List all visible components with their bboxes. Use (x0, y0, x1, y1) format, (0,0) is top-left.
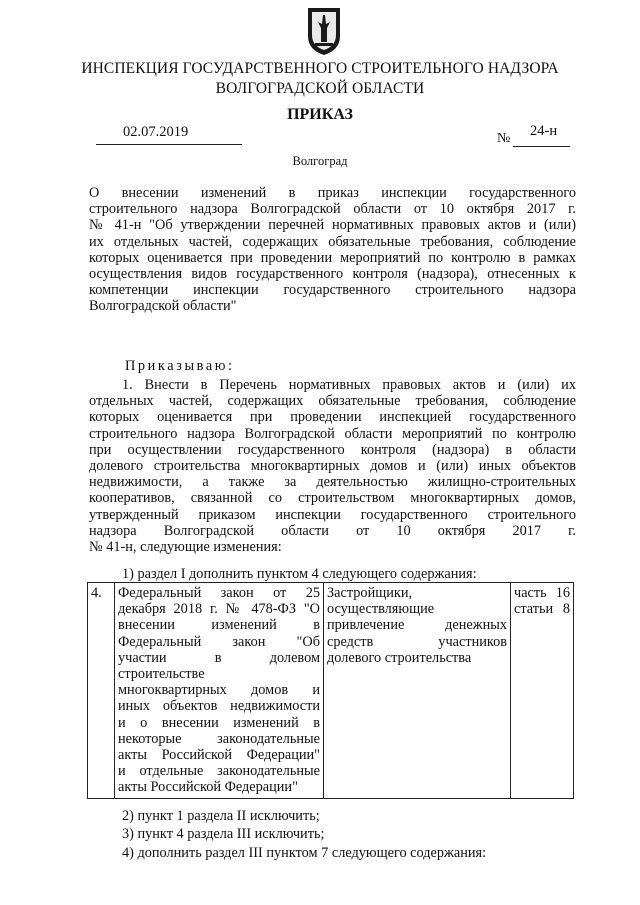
intro-line: № 41-н "Об утверждении перечней нормативных правовых актов и (или) (89, 217, 576, 234)
item1-line: строительного надзора Волгоградской области мероприятий по контролю (89, 425, 576, 442)
act-line: акты Российской Федерации" (118, 747, 320, 764)
item1-line: недвижимости, а также за деятельностью жилищно-строительных (89, 474, 576, 491)
item1-line: при осуществлении государственного контроля (надзора) в области (89, 441, 576, 458)
act-line: декабря 2018 г. № 478-ФЗ "О (118, 601, 320, 618)
act-line: внесении изменений в (118, 617, 320, 634)
reference-cell (511, 583, 574, 799)
date-underline (96, 144, 242, 145)
intro-heading (89, 185, 576, 315)
intro-line: которых оценивается при проведении мероприятий по контролю в рамках (89, 249, 576, 266)
intro-line: компетенции инспекции государственного строительного надзора (89, 282, 576, 299)
item1-line: № 41-н, следующие изменения: (89, 539, 282, 556)
number-underline (513, 146, 570, 147)
order-word: Приказываю: (125, 358, 235, 374)
act-line: строительстве (118, 666, 205, 683)
item1-line: долевого строительства многоквартирных домов и (или) иных объектов (89, 458, 576, 475)
subjects-line: средств участников (327, 633, 507, 650)
act-line: Федеральный закон "Об (118, 633, 320, 650)
organization-name-line1: ИНСПЕКЦИЯ ГОСУДАРСТВЕННОГО СТРОИТЕЛЬНОГО НАДЗОРА (81, 60, 559, 77)
subjects-line: привлечение денежных (327, 617, 507, 634)
act-line: некоторые законодательные (118, 730, 320, 747)
subjects-line: Застройщики, (327, 585, 413, 601)
subjects-cell (324, 583, 511, 799)
amendment-table (87, 582, 574, 799)
item1-line: утвержденный приказом инспекции государственного строительного (89, 506, 576, 523)
act-line: и о внесении изменений в (118, 714, 320, 731)
number-sign: № (497, 131, 511, 146)
intro-line: О внесении изменений в приказ инспекции государственного (89, 185, 576, 201)
reference-line: часть 16 (514, 585, 570, 601)
act-line: многоквартирных домов и (118, 682, 320, 699)
act-line: Федеральный закон от 25 (118, 585, 320, 601)
document-number: 24-н (530, 123, 558, 139)
row-number-cell: 4. (88, 583, 115, 799)
intro-line: строительного надзора Волгоградской области от 10 октября 2017 г. (89, 201, 576, 218)
table-row (88, 583, 574, 799)
item1-line: отдельных частей, содержащих обязательные требования, соблюдение (89, 393, 576, 410)
document-type-title: ПРИКАЗ (287, 106, 353, 123)
subitem-1: 1) раздел I дополнить пунктом 4 следующего содержания: (122, 566, 477, 582)
intro-line: Волгоградской области" (89, 298, 237, 315)
subitem-4: 4) дополнить раздел III пунктом 7 следующего содержания: (122, 845, 487, 861)
organization-name-line2: ВОЛГОГРАДСКОЙ ОБЛАСТИ (215, 80, 425, 97)
act-line: иных объектов недвижимости (118, 698, 320, 715)
subjects-line: осуществляющие (327, 601, 435, 618)
item1-line: которых оценивается при проведении инспекцией государственного (89, 409, 576, 426)
intro-line: осуществления видов государственного контроля (надзора), отнесенных к (89, 266, 576, 283)
subitem-2: 2) пункт 1 раздела II исключить; (122, 808, 320, 824)
city-name: Волгоград (292, 154, 348, 168)
act-line: и отдельные законодательные (118, 763, 320, 780)
act-line: акты Российской Федерации" (118, 779, 298, 796)
item1-line: надзора Волгоградской области от 10 октября 2017 г. (89, 522, 576, 539)
act-line: участии в долевом (118, 649, 320, 666)
subjects-line: долевого строительства (327, 649, 472, 666)
document-date: 02.07.2019 (123, 124, 189, 140)
reference-line: статьи 8 (514, 601, 570, 618)
item1-line: 1. Внести в Перечень нормативных правовых актов и (или) их (122, 377, 576, 393)
coat-of-arms-emblem (306, 6, 342, 56)
subitem-3: 3) пункт 4 раздела III исключить; (122, 826, 325, 842)
item1-line: кооперативов, связанной со строительством многоквартирных домов, (89, 490, 576, 507)
intro-line: их отдельных частей, содержащих обязательные требования, соблюдение (89, 233, 576, 250)
legal-act-cell (115, 583, 324, 799)
item-1-paragraph (89, 377, 576, 555)
